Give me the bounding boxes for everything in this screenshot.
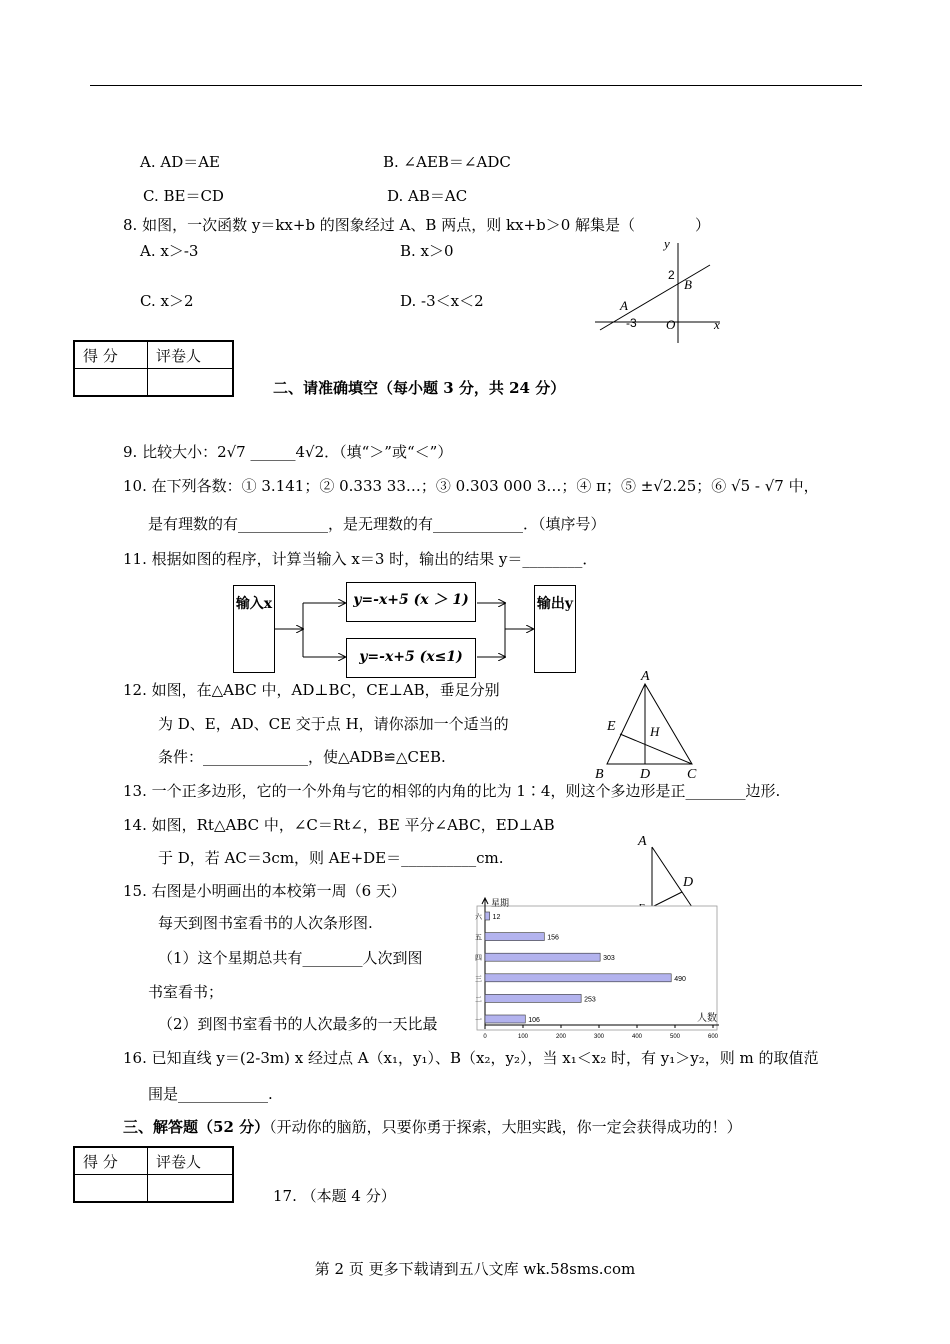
section3-heading [123,1116,742,1137]
flow-branch2-box: y=-x+5 (x≤1) [346,638,476,678]
q14-label-a: A [638,834,647,849]
score-header-2: 得 分 [74,1147,148,1175]
q8-option-b: B. x＞0 [400,242,454,260]
q16-line2: 围是____________. [148,1085,273,1103]
chart-value-label: 12 [492,914,501,921]
chart-panel [477,906,717,1030]
flow-branch1-box: y=-x+5 (x ＞ 1) [346,582,476,622]
q8-a-value: -3 [626,316,637,330]
chart-x-tick-label: 400 [631,1034,643,1040]
q8-linear-graph [590,235,735,345]
chart-category-label: 一 [475,1016,482,1024]
flow-input-box: 输入x [233,585,275,673]
q12-label-c: C [687,767,697,782]
chart-bar [485,994,581,1002]
q12-triangle-figure [590,668,710,783]
section3-note: （开动你的脑筋，只要你勇于探索，大胆实践，你一定会获得成功的！） [269,1118,742,1136]
q15-line2: 每天到图书室看书的人次条形图. [158,914,373,932]
score-cell[interactable] [74,369,148,397]
chart-x-tick-label: 100 [517,1034,529,1040]
chart-value-label: 303 [603,955,615,963]
q8-x-label: x [714,317,720,332]
q8-option-c: C. x＞2 [140,292,194,310]
chart-value-label: 106 [528,1017,540,1024]
q14-line2: 于 D，若 AC＝3cm，则 AE+DE＝__________cm. [158,849,504,867]
chart-category-label: 五 [475,933,482,942]
q7-option-a: A. AD＝AE [140,153,221,171]
q15-line1: 15. 右图是小明画出的本校第一周（6 天） [123,882,406,900]
q10-line1: 10. 在下列各数：① 3.141；② 0.333 33…；③ 0.303 000 3…；④ π；⑤ ±√2.25；⑥ √5 - √7 中， [123,477,819,495]
chart-bar [485,953,600,961]
chart-value-label: 253 [584,996,596,1004]
q8-origin-label: O [666,317,676,332]
q12-line2: 为 D、E，AD、CE 交于点 H，请你添加一个适当的 [158,715,509,733]
chart-value-label: 490 [674,975,686,983]
score-cell-2[interactable] [74,1175,148,1203]
chart-value-label: 156 [547,934,559,942]
q8-option-d: D. -3＜x＜2 [400,292,484,310]
grader-header: 评卷人 [148,341,234,369]
grader-header-2: 评卷人 [148,1147,234,1175]
chart-x-tick-label: 300 [593,1034,605,1040]
q15-line3: （1）这个星期总共有________人次到图 [158,949,423,967]
q17-stem: 17. （本题 4 分） [273,1187,396,1205]
chart-y-axis-label: 星期 [491,898,510,908]
score-table-section2 [73,340,234,397]
chart-bar [485,1015,525,1023]
grader-cell-2[interactable] [148,1175,234,1203]
chart-x-tick-label: 200 [555,1034,567,1040]
chart-category-label: 四 [475,954,482,963]
chart-category-label: 六 [475,913,482,921]
q14-label-d: D [683,875,694,890]
q7-option-d: D. AB＝AC [387,187,468,205]
header-rule [90,85,862,86]
page-footer: 第 2 页 更多下载请到五八文库 wk.58sms.com [314,1260,636,1278]
q12-label-d: D [640,767,651,782]
q8-option-a: A. x＞-3 [140,242,199,260]
q13: 13. 一个正多边形，它的一个外角与它的相邻的内角的比为 1∶4，则这个多边形是正________边形. [123,782,781,800]
chart-bar [485,933,544,941]
q8-stem: 8. 如图，一次函数 y＝kx+b 的图象经过 A、B 两点，则 kx+b＞0 解集是（ ） [123,216,711,234]
q10-line2: 是有理数的有____________，是无理数的有____________．（填序号） [148,515,606,533]
q7-option-c: C. BE＝CD [143,187,224,205]
q8-a-label: A [620,298,628,313]
q9: 9. 比较大小：2√7 ______4√2．（填“＞”或“＜”） [123,443,453,461]
chart-bar [485,912,490,920]
chart-x-tick-label: 600 [707,1034,719,1040]
section3-title: 三、解答题（52 分） [123,1118,270,1136]
score-table-section3 [73,1146,234,1203]
q12-label-h: H [650,724,660,739]
flow-output-box: 输出y [534,585,576,673]
q12-line3: 条件：______________，使△ADB≌△CEB. [158,748,446,766]
grader-cell[interactable] [148,369,234,397]
q12-label-e: E [607,719,616,734]
q16-line1: 16. 已知直线 y＝(2-3m) x 经过点 A（x₁，y₁）、B（x₂，y₂），当 x₁＜x₂ 时，有 y₁＞y₂，则 m 的取值范 [123,1049,819,1067]
chart-bar [485,974,671,982]
chart-x-tick-label: 500 [669,1034,681,1040]
flow-arrows [275,595,535,665]
q14-line1: 14. 如图，Rt△ABC 中，∠C＝Rt∠，BE 平分∠ABC，ED⊥AB [123,816,555,834]
section2-title: 二、请准确填空（每小题 3 分，共 24 分） [273,379,566,397]
library-visits-bar-chart [455,890,725,1050]
q7-option-b: B. ∠AEB＝∠ADC [383,153,511,171]
q8-b-label: B [684,277,692,292]
q12-line1: 12. 如图，在△ABC 中，AD⊥BC，CE⊥AB，垂足分别 [123,681,500,699]
q12-label-a: A [641,669,650,684]
q15-line4: 书室看书； [148,983,224,1001]
q8-y-label: y [664,236,670,251]
chart-x-tick-label: 0 [483,1034,487,1040]
q12-label-b: B [595,767,604,782]
chart-category-label: 二 [475,995,482,1004]
q8-b-value: 2 [668,268,675,282]
q11-stem: 11. 根据如图的程序，计算当输入 x＝3 时，输出的结果 y＝________． [123,550,598,568]
score-header: 得 分 [74,341,148,369]
chart-category-label: 三 [475,974,482,983]
q15-line5: （2）到图书室看书的人次最多的一天比最 [158,1015,438,1033]
chart-x-axis-label: 人数 [697,1013,717,1024]
